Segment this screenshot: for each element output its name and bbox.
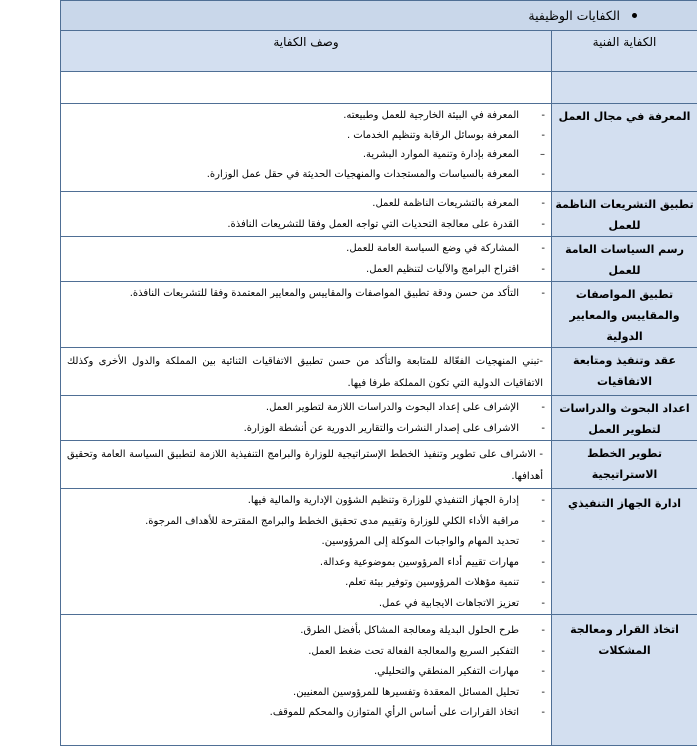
table-row [61,396,697,441]
table-row [61,348,697,396]
list-item [67,532,545,553]
item-text: القدرة على معالجة التحديات التي تواجه العمل وفقا للتشريعات النافذة. [227,215,519,236]
item-marker: - [519,662,545,683]
item-marker: - [519,239,545,260]
list-item [67,683,545,704]
item-text: الإشراف على إعداد البحوث والدراسات اللازمة لتطوير العمل. [266,398,519,419]
list-item [67,106,545,126]
item-marker: - [519,573,545,594]
item-marker: - [519,194,545,215]
header-description: وصف الكفاية [61,31,551,49]
competency-name: ادارة الجهاز التنفيذي [552,489,697,514]
item-text: تنمية مؤهلات المرؤوسين وتوفير بيئة تعلم. [345,573,519,594]
competency-items [61,615,551,724]
section-title-row [61,1,697,31]
spacer-row [61,72,697,104]
item-text: المعرفة بالسياسات والمستجدات والمنهجيات الحديثة في حقل عمل الوزارة. [207,165,519,185]
table-row [61,615,697,746]
list-item [67,260,545,281]
list-item [67,398,545,419]
list-item [67,419,545,440]
item-marker: - [519,642,545,663]
item-marker: – [519,145,545,165]
list-item [67,165,545,185]
item-marker: - [519,512,545,533]
item-marker: - [519,215,545,236]
list-item [67,284,545,305]
item-text: طرح الحلول البديلة ومعالجة المشاكل بأفضل الطرق. [300,621,519,642]
competency-items [61,192,551,235]
list-item [67,662,545,683]
item-marker: - [519,165,545,185]
item-text: تحليل المسائل المعقدة وتفسيرها للمرؤوسين المعنيين. [293,683,519,704]
item-marker: - [519,683,545,704]
item-text: مهارات تقييم أداء المرؤوسين بموضوعية وعدالة. [320,553,519,574]
item-text: الاشراف على إصدار النشرات والتقارير الدورية عن أنشطة الوزارة. [244,419,519,440]
list-item [67,703,545,724]
competency-items [61,104,551,184]
item-marker: - [519,703,545,724]
competency-items [61,282,551,305]
item-marker: - [519,621,545,642]
bullet-icon [632,13,637,18]
item-text: اقتراح البرامج والآليات لتنظيم العمل. [366,260,519,281]
competency-name: اعداد البحوث والدراسات لتطوير العمل [552,396,697,440]
competency-name: رسم السياسات العامة للعمل [552,237,697,281]
item-text: إدارة الجهاز التنفيذي للوزارة وتنظيم الشؤون الإدارية والمالية فيها. [248,491,519,512]
item-text: المعرفة في البيئة الخارجية للعمل وطبيعته. [343,106,519,126]
table-row [61,441,697,489]
list-item [67,126,545,146]
list-item [67,239,545,260]
competency-name: عقد وتنفيذ ومتابعة الاتفاقيات [552,348,697,392]
competencies-table [60,0,697,746]
item-marker: - [519,398,545,419]
competency-name: المعرفة في مجال العمل [552,104,697,127]
item-marker: - [519,553,545,574]
competency-name: تطبيق المواصفات والمقاييس والمعايير الدولية [552,282,697,347]
item-marker: - [519,126,545,146]
item-text: المعرفة بوسائل الرقابة وتنظيم الخدمات . [347,126,519,146]
list-item [67,491,545,512]
competency-paragraph: -تبني المنهجيات الفعّالة للمتابعة والتأكد من حسن تطبيق الاتفاقيات الثنائية بين المملكة والدول الأخرى وكذلك الاتفاقيات الدولية التي تكون المملكة طرفا فيها. [61,348,551,395]
list-item [67,145,545,165]
table-row [61,237,697,282]
competency-name: اتخاذ القرار ومعالجة المشكلات [552,615,697,661]
competency-items [61,489,551,614]
table-row [61,489,697,615]
table-row [61,282,697,348]
item-text: المعرفة بالتشريعات الناظمة للعمل. [372,194,519,215]
item-marker: - [519,284,545,305]
list-item [67,512,545,533]
item-text: اتخاذ القرارات على أساس الرأي المتوازن والمحكم للموقف. [270,703,519,724]
competency-paragraph: - الاشراف على تطوير وتنفيذ الخطط الإستراتيجية للوزارة والبرامج التنفيذية اللازمة لتطبيق السياسة العامة وتحقيق أهدافها. [61,441,551,488]
list-item [67,215,545,236]
item-text: تحديد المهام والواجبات الموكلة إلى المرؤوسين. [322,532,519,553]
list-item [67,621,545,642]
table-row [61,192,697,237]
item-text: التفكير السريع والمعالجة الفعالة تحت ضغط العمل. [308,642,519,663]
item-text: تعزيز الاتجاهات الايجابية في عمل. [379,594,519,615]
table-row [61,104,697,192]
item-marker: - [519,106,545,126]
competency-name: تطبيق التشريعات الناظمة للعمل [552,192,697,236]
list-item [67,573,545,594]
item-text: المعرفة بإدارة وتنمية الموارد البشرية. [363,145,519,165]
competency-items [61,237,551,280]
item-marker: - [519,260,545,281]
item-marker: - [519,594,545,615]
item-text: مهارات التفكير المنطقي والتحليلي. [374,662,519,683]
list-item [67,553,545,574]
list-item [67,194,545,215]
list-item [67,642,545,663]
section-title: الكفايات الوظيفية [528,8,620,23]
competency-items [61,396,551,439]
item-marker: - [519,419,545,440]
competency-name: تطوير الخطط الاستراتيجية [552,441,697,485]
item-text: المشاركة في وضع السياسة العامة للعمل. [346,239,519,260]
item-text: التأكد من حسن ودقة تطبيق المواصفات والمقاييس والمعايير المعتمدة وفقا للتشريعات النافذة. [130,284,519,305]
item-marker: - [519,491,545,512]
header-row [61,31,697,72]
item-text: مراقبة الأداء الكلي للوزارة وتقييم مدى تحقيق الخطط والبرامج المقترحة للأهداف المرجوة. [145,512,519,533]
item-marker: - [519,532,545,553]
header-competency: الكفاية الفنية [552,31,697,49]
list-item [67,594,545,615]
